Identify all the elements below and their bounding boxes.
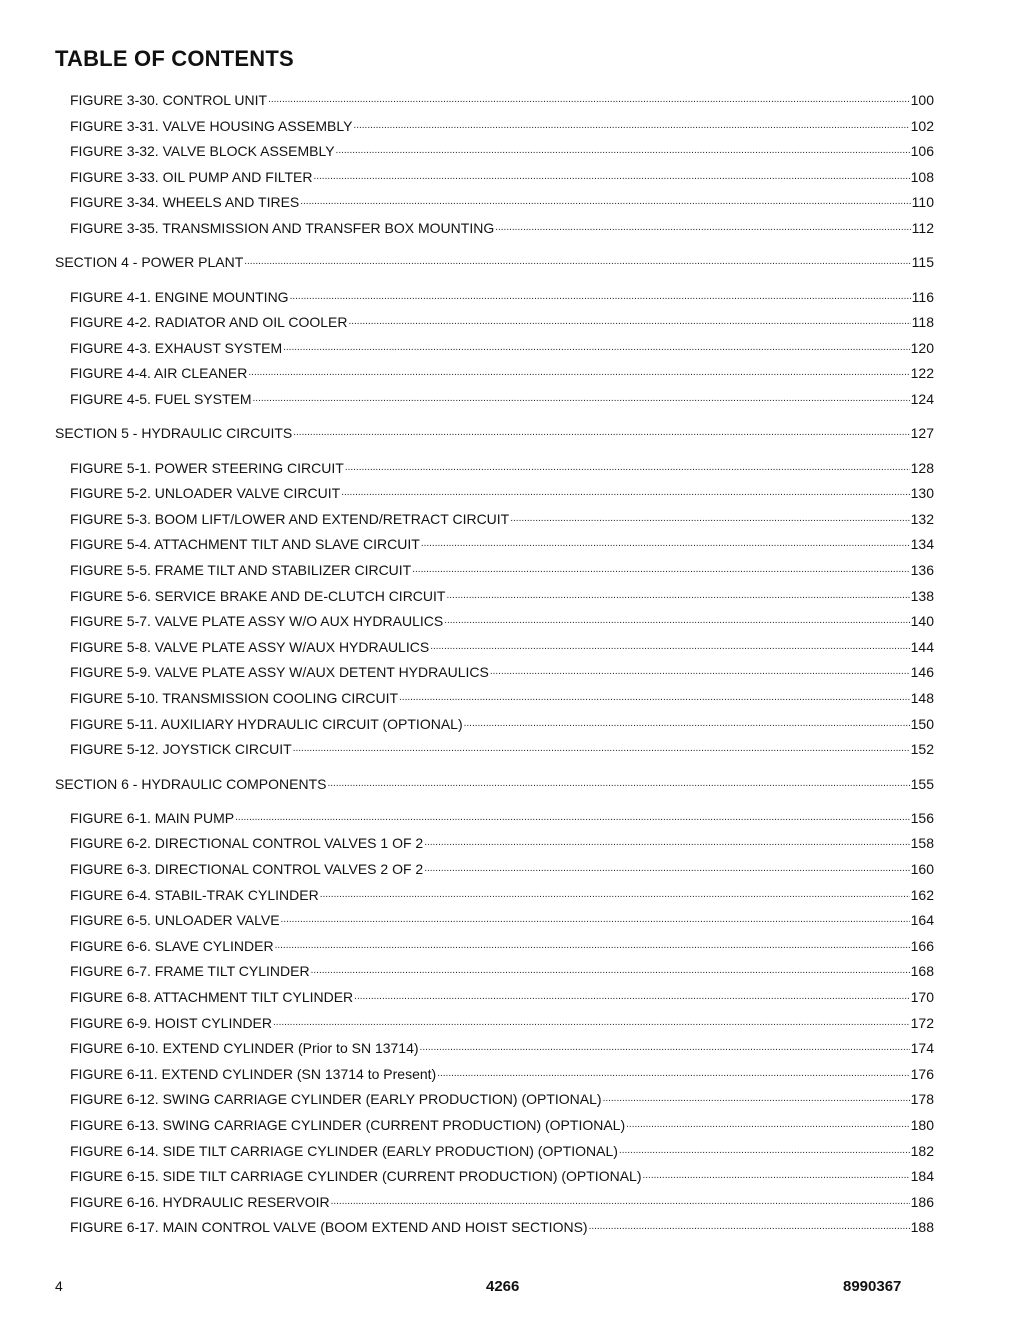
toc-entry-page: 138 [910,588,934,604]
toc-entry-page: 180 [910,1117,934,1133]
dot-leader [244,255,910,269]
dot-leader [464,717,910,731]
toc-figure-entry[interactable] [70,117,934,135]
footer-model: 4266 [486,1278,520,1295]
toc-figure-entry[interactable] [70,689,934,707]
toc-entry-page: 112 [911,220,934,236]
toc-entry-label: FIGURE 6-4. STABIL-TRAK CYLINDER [70,887,319,903]
toc-figure-entry[interactable] [70,459,934,477]
toc-entry-page: 110 [911,194,934,210]
toc-entry-label: FIGURE 6-11. EXTEND CYLINDER (SN 13714 to Present) [70,1066,437,1082]
dot-leader [268,93,910,107]
footer-page-number: 4 [55,1278,63,1294]
toc-entry-page: 182 [910,1143,934,1159]
toc-figure-entry[interactable] [70,809,934,827]
toc-entry-label: FIGURE 3-30. CONTROL UNIT [70,92,268,108]
dot-leader [424,836,909,850]
toc-entry-page: 152 [910,741,934,757]
toc-entry-page: 184 [910,1168,934,1184]
toc-entry-page: 188 [910,1219,934,1235]
toc-entry-page: 106 [910,143,934,159]
toc-figure-entry[interactable] [70,1014,934,1032]
dot-leader [437,1067,909,1081]
toc-figure-entry[interactable] [70,390,934,408]
toc-entry-page: 122 [910,365,934,381]
toc-entry-label: FIGURE 6-5. UNLOADER VALVE [70,912,280,928]
dot-leader [331,1195,910,1209]
toc-entry-page: 160 [910,861,934,877]
dot-leader [345,461,910,475]
toc-figure-entry[interactable] [70,715,934,733]
toc-figure-entry[interactable] [70,510,934,528]
toc-entry-label: FIGURE 5-11. AUXILIARY HYDRAULIC CIRCUIT (OPTIONAL) [70,716,463,732]
dot-leader [320,888,910,902]
toc-entry-label: FIGURE 6-7. FRAME TILT CYLINDER [70,963,310,979]
toc-entry-label: FIGURE 6-2. DIRECTIONAL CONTROL VALVES 1 OF 2 [70,835,424,851]
dot-leader [589,1220,910,1234]
toc-entry-page: 178 [910,1091,934,1107]
toc-section-entry[interactable] [55,775,934,793]
toc-figure-entry[interactable] [70,740,934,758]
toc-entry-page: 128 [910,460,934,476]
toc-entry-page: 108 [910,169,934,185]
dot-leader [603,1092,910,1106]
dot-leader [300,195,910,209]
toc-entry-page: 176 [910,1066,934,1082]
toc-entry-label: FIGURE 6-13. SWING CARRIAGE CYLINDER (CURRENT PRODUCTION) (OPTIONAL) [70,1117,626,1133]
dot-leader [421,537,910,551]
toc-entry-label: FIGURE 4-5. FUEL SYSTEM [70,391,252,407]
dot-leader [311,964,910,978]
toc-figure-entry[interactable] [70,1116,934,1134]
dot-leader [495,221,910,235]
toc-figure-entry[interactable] [70,988,934,1006]
toc-figure-entry[interactable] [70,587,934,605]
toc-figure-entry[interactable] [70,1142,934,1160]
toc-entry-label: FIGURE 4-1. ENGINE MOUNTING [70,289,289,305]
toc-entry-label: FIGURE 6-3. DIRECTIONAL CONTROL VALVES 2 OF 2 [70,861,424,877]
toc-figure-entry[interactable] [70,1193,934,1211]
dot-leader [420,1041,910,1055]
toc-entry-label: FIGURE 6-14. SIDE TILT CARRIAGE CYLINDER (EARLY PRODUCTION) (OPTIONAL) [70,1143,618,1159]
footer-part-number: 8990367 [843,1278,902,1295]
toc-entry-label: FIGURE 5-1. POWER STEERING CIRCUIT [70,460,344,476]
toc-entry-page: 166 [910,938,934,954]
toc-figure-entry[interactable] [70,484,934,502]
dot-leader [490,665,910,679]
dot-leader [283,341,910,355]
toc-entry-label: FIGURE 5-2. UNLOADER VALVE CIRCUIT [70,485,341,501]
dot-leader [444,614,909,628]
toc-entry-label: SECTION 5 - HYDRAULIC CIRCUITS [55,425,293,441]
toc-figure-entry[interactable] [70,860,934,878]
toc-entry-page: 155 [910,776,934,792]
toc-entry-page: 168 [910,963,934,979]
dot-leader [313,170,909,184]
toc-entry-label: FIGURE 6-15. SIDE TILT CARRIAGE CYLINDER (CURRENT PRODUCTION) (OPTIONAL) [70,1168,642,1184]
toc-entry-label: FIGURE 5-10. TRANSMISSION COOLING CIRCUIT [70,690,399,706]
dot-leader [290,290,911,304]
toc-entry-label: FIGURE 4-3. EXHAUST SYSTEM [70,340,283,356]
toc-figure-entry[interactable] [70,339,934,357]
toc-entry-label: FIGURE 3-34. WHEELS AND TIRES [70,194,300,210]
toc-entry-page: 132 [910,511,934,527]
toc-figure-entry[interactable] [70,1090,934,1108]
dot-leader [412,563,909,577]
toc-entry-page: 174 [910,1040,934,1056]
toc-figure-entry[interactable] [70,1218,934,1236]
toc-figure-entry[interactable] [70,911,934,929]
toc-entry-page: 140 [910,613,934,629]
toc-entry-label: FIGURE 3-31. VALVE HOUSING ASSEMBLY [70,118,353,134]
dot-leader [348,315,910,329]
toc-figure-entry[interactable] [70,91,934,109]
toc-entry-page: 124 [910,391,934,407]
dot-leader [248,366,909,380]
toc-entry-page: 156 [910,810,934,826]
toc-entry-page: 116 [911,289,934,305]
toc-figure-entry[interactable] [70,962,934,980]
toc-entry-label: FIGURE 5-3. BOOM LIFT/LOWER AND EXTEND/RETRACT CIRCUIT [70,511,510,527]
toc-entry-label: FIGURE 5-9. VALVE PLATE ASSY W/AUX DETENT HYDRAULICS [70,664,489,680]
toc-figure-entry[interactable] [70,193,934,211]
toc-entry-page: 158 [910,835,934,851]
toc-figure-entry[interactable] [70,313,934,331]
toc-entry-label: FIGURE 6-16. HYDRAULIC RESERVOIR [70,1194,330,1210]
toc-entry-label: FIGURE 6-17. MAIN CONTROL VALVE (BOOM EXTEND AND HOIST SECTIONS) [70,1219,588,1235]
toc-entry-label: FIGURE 6-1. MAIN PUMP [70,810,235,826]
toc-entry-page: 127 [910,425,934,441]
toc-entry-label: FIGURE 5-6. SERVICE BRAKE AND DE-CLUTCH CIRCUIT [70,588,446,604]
toc-entry-page: 162 [910,887,934,903]
dot-leader [626,1118,910,1132]
dot-leader [275,939,910,953]
toc-entry-label: FIGURE 6-6. SLAVE CYLINDER [70,938,274,954]
toc-entry-page: 172 [910,1015,934,1031]
toc-figure-entry[interactable] [70,1065,934,1083]
toc-entry-label: FIGURE 6-10. EXTEND CYLINDER (Prior to SN 13714) [70,1040,419,1056]
dot-leader [235,811,910,825]
dot-leader [354,990,909,1004]
dot-leader [399,691,910,705]
toc-figure-entry[interactable] [70,663,934,681]
toc-entry-page: 148 [910,690,934,706]
toc-figure-entry[interactable] [70,364,934,382]
page-title: TABLE OF CONTENTS [55,46,294,71]
toc-entry-page: 134 [910,536,934,552]
toc-figure-entry[interactable] [70,219,934,237]
toc-entry-page: 146 [910,664,934,680]
dot-leader [642,1169,909,1183]
toc-entry-label: FIGURE 5-5. FRAME TILT AND STABILIZER CIRCUIT [70,562,412,578]
toc-entry-label: FIGURE 5-4. ATTACHMENT TILT AND SLAVE CIRCUIT [70,536,420,552]
toc-figure-entry[interactable] [70,535,934,553]
dot-leader [293,426,909,440]
toc-figure-entry[interactable] [70,1167,934,1185]
toc-entry-page: 144 [910,639,934,655]
toc-entry-label: FIGURE 3-32. VALVE BLOCK ASSEMBLY [70,143,335,159]
toc-entry-page: 170 [910,989,934,1005]
toc-entry-label: FIGURE 3-33. OIL PUMP AND FILTER [70,169,313,185]
dot-leader [336,144,910,158]
toc-figure-entry[interactable] [70,638,934,656]
toc-entry-label: FIGURE 4-2. RADIATOR AND OIL COOLER [70,314,348,330]
toc-entry-label: FIGURE 6-12. SWING CARRIAGE CYLINDER (EARLY PRODUCTION) (OPTIONAL) [70,1091,602,1107]
toc-figure-entry[interactable] [70,288,934,306]
dot-leader [424,862,909,876]
toc-figure-entry[interactable] [70,168,934,186]
toc-entry-page: 118 [911,314,934,330]
dot-leader [273,1016,910,1030]
toc-entry-page: 120 [910,340,934,356]
dot-leader [253,392,910,406]
dot-leader [510,512,909,526]
toc-entry-label: SECTION 6 - HYDRAULIC COMPONENTS [55,776,327,792]
toc-entry-label: SECTION 4 - POWER PLANT [55,254,244,270]
toc-section-entry[interactable] [55,253,934,271]
toc-entry-label: FIGURE 5-12. JOYSTICK CIRCUIT [70,741,292,757]
toc-entry-page: 186 [910,1194,934,1210]
dot-leader [430,640,909,654]
toc-figure-entry[interactable] [70,1039,934,1057]
dot-leader [341,486,909,500]
toc-entry-page: 100 [910,92,934,108]
toc-entry-label: FIGURE 6-9. HOIST CYLINDER [70,1015,273,1031]
toc-entry-page: 115 [911,254,934,270]
dot-leader [281,913,910,927]
toc-entry-label: FIGURE 6-8. ATTACHMENT TILT CYLINDER [70,989,354,1005]
toc-entry-label: FIGURE 5-8. VALVE PLATE ASSY W/AUX HYDRAULICS [70,639,430,655]
dot-leader [619,1144,910,1158]
toc-entry-page: 130 [910,485,934,501]
dot-leader [293,742,910,756]
dot-leader [353,119,909,133]
toc-entry-page: 102 [910,118,934,134]
toc-entry-page: 164 [910,912,934,928]
toc-entry-page: 150 [910,716,934,732]
toc-section-entry[interactable] [55,424,934,442]
toc-entry-page: 136 [910,562,934,578]
toc-entry-label: FIGURE 4-4. AIR CLEANER [70,365,248,381]
toc-entry-label: FIGURE 3-35. TRANSMISSION AND TRANSFER BOX MOUNTING [70,220,495,236]
toc-figure-entry[interactable] [70,834,934,852]
toc-figure-entry[interactable] [70,561,934,579]
dot-leader [446,589,909,603]
toc-figure-entry[interactable] [70,142,934,160]
toc-figure-entry[interactable] [70,937,934,955]
toc-figure-entry[interactable] [70,612,934,630]
toc-figure-entry[interactable] [70,886,934,904]
toc-entry-label: FIGURE 5-7. VALVE PLATE ASSY W/O AUX HYDRAULICS [70,613,444,629]
dot-leader [327,777,909,791]
